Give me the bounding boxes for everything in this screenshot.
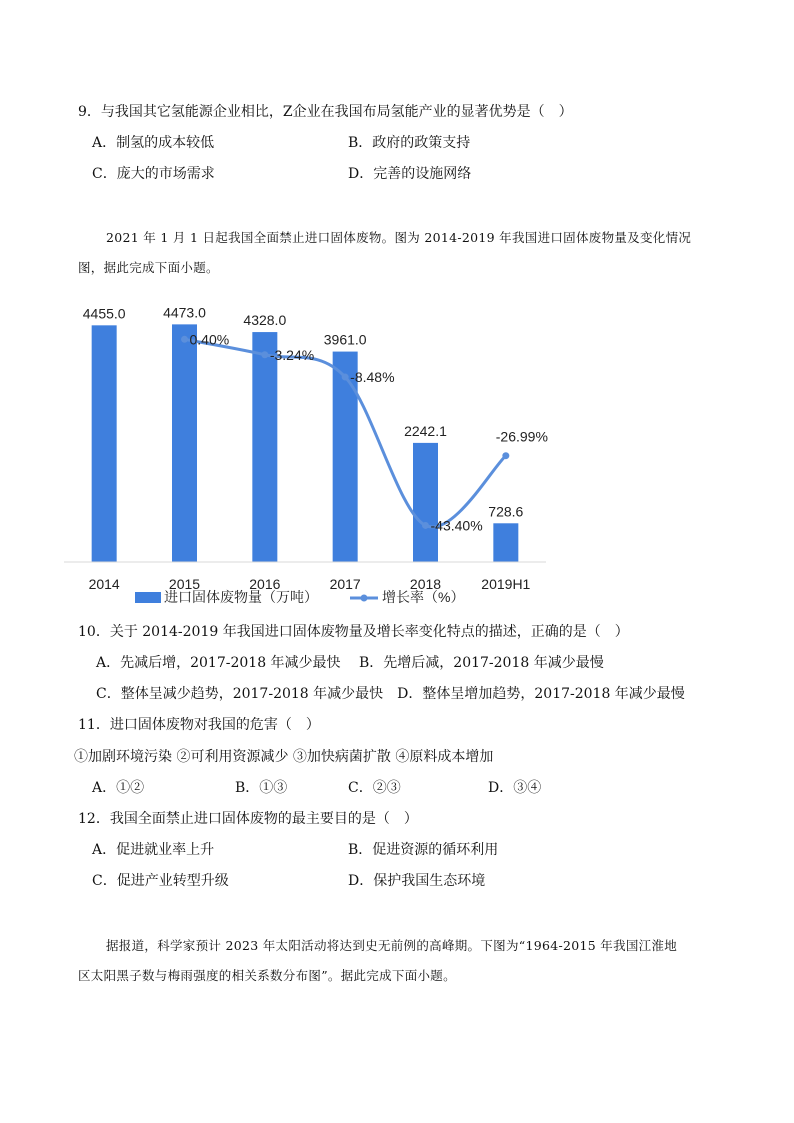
x-tick-2018: 2018 xyxy=(409,576,442,592)
legend-line-label: 增长率（%） xyxy=(382,589,465,605)
bar-label-2019H1: 728.6 xyxy=(488,503,524,520)
intro1-line2: 图，据此完成下面小题。 xyxy=(78,260,219,275)
bar-label-2018: 2242.1 xyxy=(404,422,447,439)
growth-point-2019H1 xyxy=(502,452,509,459)
bar-2018 xyxy=(413,443,438,562)
q12-option-d[interactable]: D．保护我国生态环境 xyxy=(348,873,486,889)
x-tick-2019H1: 2019H1 xyxy=(481,576,531,592)
growth-label-2019H1: -26.99% xyxy=(495,428,548,445)
legend xyxy=(135,589,464,605)
bar-label-2017: 3961.0 xyxy=(323,331,367,348)
x-tick-2017: 2017 xyxy=(329,576,361,592)
q11-option-d[interactable]: D．③④ xyxy=(488,780,542,796)
growth-label-2016: -3.24% xyxy=(269,346,315,363)
q10-options-ab[interactable]: A．先减后增，2017-2018 年减少最快 B．先增后减，2017-2018 年减少最慢 xyxy=(96,655,604,671)
bar-2015 xyxy=(172,324,197,562)
growth-point-2018 xyxy=(422,522,429,529)
legend-line-marker xyxy=(361,595,368,602)
growth-label-2015: 0.40% xyxy=(189,331,230,348)
q12-option-b[interactable]: B．促进资源的循环利用 xyxy=(348,842,499,858)
q11-option-b[interactable]: B．①③ xyxy=(235,780,288,796)
q9-option-b[interactable]: B．政府的政策支持 xyxy=(348,135,471,151)
intro2-line1: 据报道，科学家预计 2023 年太阳活动将达到史无前例的高峰期。下图为“1964-2015 年我国江淮地 xyxy=(106,938,678,953)
q12-stem: 12．我国全面禁止进口固体废物的最主要目的是（ ） xyxy=(78,811,418,827)
solid-waste-import-chart xyxy=(60,282,560,612)
q12-option-a[interactable]: A．促进就业率上升 xyxy=(92,842,215,858)
growth-point-2015 xyxy=(181,336,188,343)
labels-layer xyxy=(83,304,548,533)
bar-label-2015: 4473.0 xyxy=(163,304,206,321)
bar-2014 xyxy=(92,325,117,562)
q9-stem: 9．与我国其它氢能源企业相比，Z企业在我国布局氢能产业的显著优势是（ ） xyxy=(78,104,573,120)
q11-option-c[interactable]: C．②③ xyxy=(348,780,401,796)
q9-option-d[interactable]: D．完善的设施网络 xyxy=(348,166,472,182)
x-axis xyxy=(64,562,546,592)
legend-bar-label: 进口固体废物量（万吨） xyxy=(164,589,318,605)
x-tick-2016: 2016 xyxy=(249,576,281,592)
growth-label-2018: -43.40% xyxy=(430,517,483,534)
bar-label-2014: 4455.0 xyxy=(82,305,126,322)
x-tick-2014: 2014 xyxy=(88,576,120,592)
q10-options-cd[interactable]: C．整体呈减少趋势，2017-2018 年减少最快 D．整体呈增加趋势，2017-2018 年减少最慢 xyxy=(96,686,685,702)
growth-point-2016 xyxy=(261,351,268,358)
growth-point-2017 xyxy=(342,374,349,381)
bar-2016 xyxy=(252,332,277,562)
x-tick-2015: 2015 xyxy=(168,576,201,592)
q12-option-c[interactable]: C．促进产业转型升级 xyxy=(92,873,229,889)
q10-stem: 10．关于 2014-2019 年我国进口固体废物量及增长率变化特点的描述，正确的是（ ） xyxy=(78,624,629,640)
q9-option-c[interactable]: C．庞大的市场需求 xyxy=(92,166,215,182)
legend-bar-swatch xyxy=(135,592,161,603)
intro2-line2: 区太阳黑子数与梅雨强度的相关系数分布图”。据此完成下面小题。 xyxy=(78,968,456,983)
bar-2019H1 xyxy=(493,523,518,562)
q11-option-a[interactable]: A．①② xyxy=(92,780,145,796)
q11-items: ①加剧环境污染 ②可利用资源减少 ③加快病菌扩散 ④原料成本增加 xyxy=(74,749,494,765)
intro1-line1: 2021 年 1 月 1 日起我国全面禁止进口固体废物。图为 2014-2019 年我国进口固体废物量及变化情况 xyxy=(106,230,692,245)
growth-label-2017: -8.48% xyxy=(350,369,395,386)
q11-stem: 11．进口固体废物对我国的危害（ ） xyxy=(78,717,320,733)
q9-option-a[interactable]: A．制氢的成本较低 xyxy=(92,135,215,151)
bar-label-2016: 4328.0 xyxy=(243,312,287,329)
